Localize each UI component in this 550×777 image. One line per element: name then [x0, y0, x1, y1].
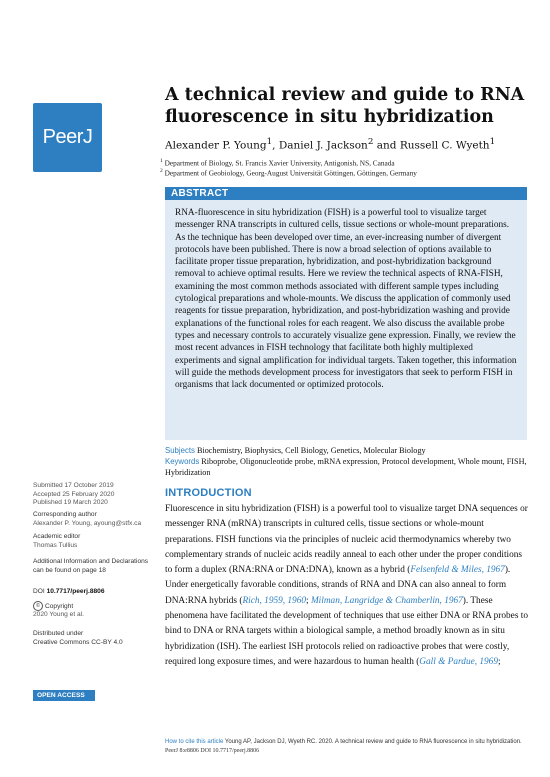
cite-label: How to cite this article [165, 739, 224, 745]
citation-link[interactable]: Felsenfeld & Miles, 1967 [410, 565, 505, 576]
author-name[interactable]: Daniel J. Jackson [278, 139, 368, 152]
corresponding-label: Corresponding author [33, 511, 97, 518]
accepted-date: Accepted 25 February 2020 [33, 490, 115, 498]
subjects-label: Subjects [165, 446, 195, 455]
subjects-value: Biochemistry, Biophysics, Cell Biology, Genetics, Molecular Biology [196, 446, 426, 455]
corresponding-author-block [33, 511, 153, 528]
dates-block [33, 482, 153, 508]
intro-text-segment: ). Under energetically favorable conditions, strands of RNA and DNA can also anneal to form DNA:RNA hybrids ( [165, 565, 511, 606]
intro-text-segment: Fluorescence in situ hybridization (FISH) is a powerful tool to visualize target DNA sequences or messenger RNA (mRNA) transcripts in cultured cells, tissue sections or whole-mount preparations. FISH functions via the principles of nucleic acid thermodynamics whereby two complementary strands of nucleic acids readily anneal to each other under the proper conditions to form a duplex (RNA:RNA or DNA:DNA), known as a hybrid ( [165, 504, 528, 576]
submitted-date: Submitted 17 October 2019 [33, 482, 114, 489]
copyright-block [33, 601, 153, 620]
citation-link[interactable]: Rich, 1959, 1960 [242, 595, 307, 606]
affiliation-text: Department of Biology, St. Francis Xavier University, Antigonish, NS, Canada [164, 158, 395, 168]
open-access-badge: OPEN ACCESS [33, 690, 95, 701]
published-date: Published 19 March 2020 [33, 499, 108, 507]
author-list [165, 137, 535, 152]
peerj-logo [33, 103, 102, 172]
editor-label: Academic editor [33, 533, 81, 540]
copyright-label: Copyright [45, 602, 74, 610]
distributed-label: Distributed under [33, 630, 84, 637]
subjects-keywords [165, 445, 530, 478]
introduction-heading: INTRODUCTION [165, 487, 252, 499]
affiliation-text: Department of Geobiology, Georg-August Universität Göttingen, Göttingen, Germany [164, 168, 417, 178]
affiliation-1 [160, 158, 540, 167]
introduction-paragraph [165, 502, 530, 670]
copyright-value: 2020 Young et al. [33, 611, 84, 619]
author-affil-sup: 1 [489, 137, 496, 147]
author-separator: and [373, 139, 400, 152]
license-block [33, 630, 153, 647]
doi-link[interactable]: 10.7717/peerj.8806 [46, 588, 105, 595]
intro-text-segment: ; [497, 656, 501, 667]
affiliation-2 [160, 168, 540, 177]
page-footer [165, 738, 540, 756]
doi-block [33, 588, 153, 597]
author-separator: , [272, 139, 279, 152]
corresponding-value[interactable]: Alexander P. Young, ayoung@stfx.ca [33, 519, 142, 527]
peerj-logo-text: PeerJ [42, 126, 93, 148]
citation-link[interactable]: Milman, Langridge & Chamberlin, 1967 [310, 595, 463, 606]
affiliation-sup: 2 [160, 168, 163, 174]
doi-prefix: DOI [33, 588, 47, 595]
abstract-text: RNA-fluorescence in situ hybridization (FISH) is a powerful tool to visualize target messenger RNA transcripts in cultured cells, tissue sections or whole-mount preparations. As the technique has been developed over time, an ever-increasing number of divergent protocols have been published. There is now a broad selection of options available to facilitate proper tissue preparation, hybridization, and post-hybridization background removal to achieve optimal results. Here we review the technical aspects of RNA-FISH, examining the most common methods associated with different sample types including cytological preparations and whole-mounts. We discuss the application of commonly used reagents for tissue preparation, hybridization, and post-hybridization washing and provide explanations of the functional roles for each reagent. We also discuss the available probe types and necessary controls to accurately visualize gene expression. Finally, we review the most recent advances in FISH technology that facilitate both highly multiplexed experiments and signal amplification for individual targets. Taken together, this information will guide the methods development process for investigators that seek to perform FISH in organisms that lack documented or optimized protocols. [175, 208, 517, 391]
keywords-line [165, 456, 530, 478]
intro-text-segment: ). These phenomena have facilitated the development of techniques that use either DNA or RNA probes to bind to DNA or RNA targets within a biological sample, a method broadly known as in situ hybridization (ISH). The earliest ISH protocols relied on radioactive probes that were costly, required long exposure times, and were hazardous to human health ( [165, 595, 528, 667]
subjects-line [165, 445, 530, 456]
citation-link[interactable]: Gall & Pardue, 1969 [419, 656, 498, 667]
keywords-label: Keywords [165, 457, 200, 466]
keywords-value: Riboprobe, Oligonucleotide probe, mRNA expression, Protocol development, Whole mount, FISH, Hybridization [165, 457, 527, 477]
abstract-heading: ABSTRACT [171, 188, 229, 199]
editor-value: Thomas Tullius [33, 541, 78, 549]
article-title: A technical review and guide to RNA fluorescence in situ hybridization [165, 85, 525, 127]
intro-text-segment: ; [306, 595, 311, 606]
cite-text: Young AP, Jackson DJ, Wyeth RC. 2020. A technical review and guide to RNA fluorescence in situ hybridization. [224, 739, 522, 745]
additional-info-text[interactable]: Additional Information and Declarations can be found on page 18 [33, 558, 149, 574]
author-name[interactable]: Russell C. Wyeth [399, 139, 490, 152]
abstract-header-bar [165, 187, 527, 200]
affiliation-sup: 1 [160, 158, 163, 164]
journal-reference[interactable]: PeerJ 8:e8806 DOI 10.7717/peerj.8806 [165, 748, 260, 754]
additional-info [33, 558, 153, 575]
copyright-icon: © [33, 601, 43, 611]
abstract-box [165, 200, 527, 440]
editor-block [33, 533, 153, 550]
author-affil-sup: 2 [367, 137, 374, 147]
license-link[interactable]: Creative Commons CC-BY 4.0 [33, 638, 123, 646]
author-affil-sup: 1 [266, 137, 273, 147]
author-name[interactable]: Alexander P. Young [165, 139, 267, 152]
